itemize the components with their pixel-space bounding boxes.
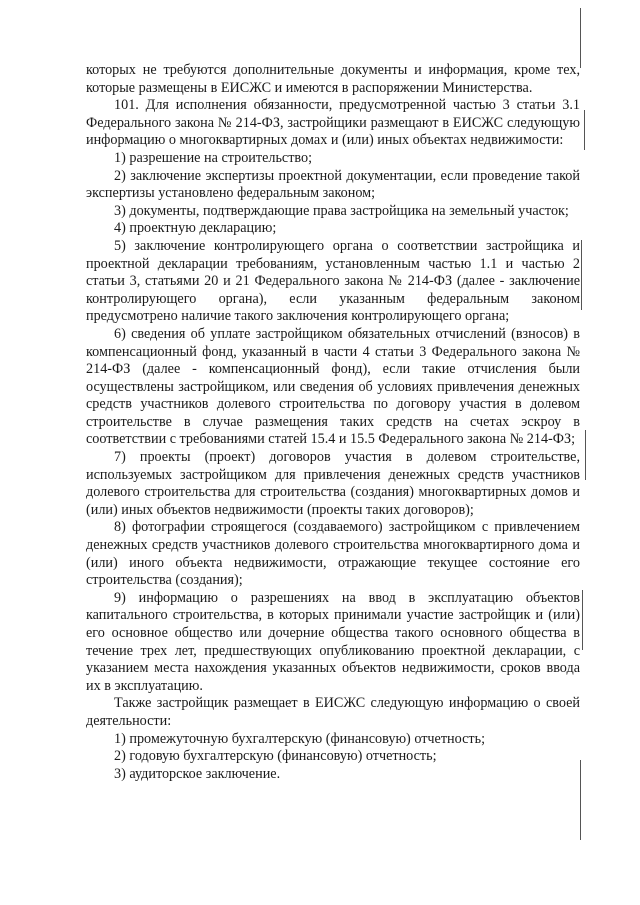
list-item-4: 4) проектную декларацию;: [114, 220, 277, 237]
list-item-5: 5) заключение контролирующего органа о соответствии застройщика и проектной декларации требованиям, установленным частью 1.1 и частью 2 статьи 3, статьями 20 и 21 Федерального закона № 214-ФЗ (далее - заключение контролирующего органа), если указанным федеральным законом предусмотрено наличие такого заключения контролирующего органа;: [86, 237, 580, 325]
scan-mark: [582, 590, 583, 650]
scan-edge-marks: [578, 0, 592, 905]
list-item-report-1: 1) промежуточную бухгалтерскую (финансовую) отчетность;: [114, 730, 486, 747]
list-item-1: 1) разрешение на строительство;: [114, 149, 313, 166]
paragraph-101: 101. Для исполнения обязанности, предусмотренной частью 3 статьи 3.1 Федерального закона № 214-ФЗ, застройщики размещают в ЕИСЖС следующую информацию о многоквартирных домах и (или) иных объектах недвижимости:: [86, 97, 580, 149]
list-item-9: 9) информацию о разрешениях на ввод в эксплуатацию объектов капитального строительства, в которых принимали участие застройщик и (или) его основное общество или дочерние общества такого основного общества в течение трех лет, предшествующих опубликованию проектной декларации, с указанием места нахождения указанных объектов недвижимости, сроков ввода их в эксплуатацию.: [86, 589, 580, 694]
scan-mark: [580, 760, 581, 840]
list-item-2: 2) заключение экспертизы проектной документации, если проведение такой экспертизы установлено федеральным законом;: [86, 167, 580, 202]
list-item-report-3: 3) аудиторское заключение.: [114, 765, 281, 782]
paragraph-continuation: которых не требуются дополнительные документы и информация, кроме тех, которые размещены в ЕИСЖС и имеются в распоряжении Министерства.: [86, 62, 580, 96]
scan-mark: [585, 430, 586, 480]
list-item-3: 3) документы, подтверждающие права застройщика на земельный участок;: [114, 202, 569, 219]
list-item-report-2: 2) годовую бухгалтерскую (финансовую) отчетность;: [114, 748, 437, 765]
paragraph-also: Также застройщик размещает в ЕИСЖС следующую информацию о своей деятельности:: [86, 695, 580, 729]
scan-mark: [581, 240, 582, 310]
list-item-6: 6) сведения об уплате застройщиком обязательных отчислений (взносов) в компенсационный фонд, указанный в части 4 статьи 3 Федерального закона № 214-ФЗ (далее - компенсационный фонд), если такие отчисления были осуществлены застройщиком, или сведения об условиях привлечения денежных средств участников долевого строительства по договору участия в долевом строительстве в случае размещения таких средств на счетах эскроу в соответствии с требованиями статей 15.4 и 15.5 Федерального закона № 214-ФЗ;: [86, 325, 580, 448]
list-item-8: 8) фотографии строящегося (создаваемого) застройщиком с привлечением денежных средств участников долевого строительства многоквартирного дома и (или) иного объекта недвижимости, отражающие текущее состояние его строительства (создания);: [86, 519, 580, 589]
document-body: [86, 62, 580, 783]
list-item-7: 7) проекты (проект) договоров участия в долевом строительстве, используемых застройщиком для привлечения денежных средств участников долевого строительства для строительства (создания) многоквартирных домов и (или) иных объектов недвижимости (проекты таких договоров);: [86, 449, 580, 518]
scan-mark: [580, 8, 581, 68]
scan-mark: [584, 110, 585, 150]
